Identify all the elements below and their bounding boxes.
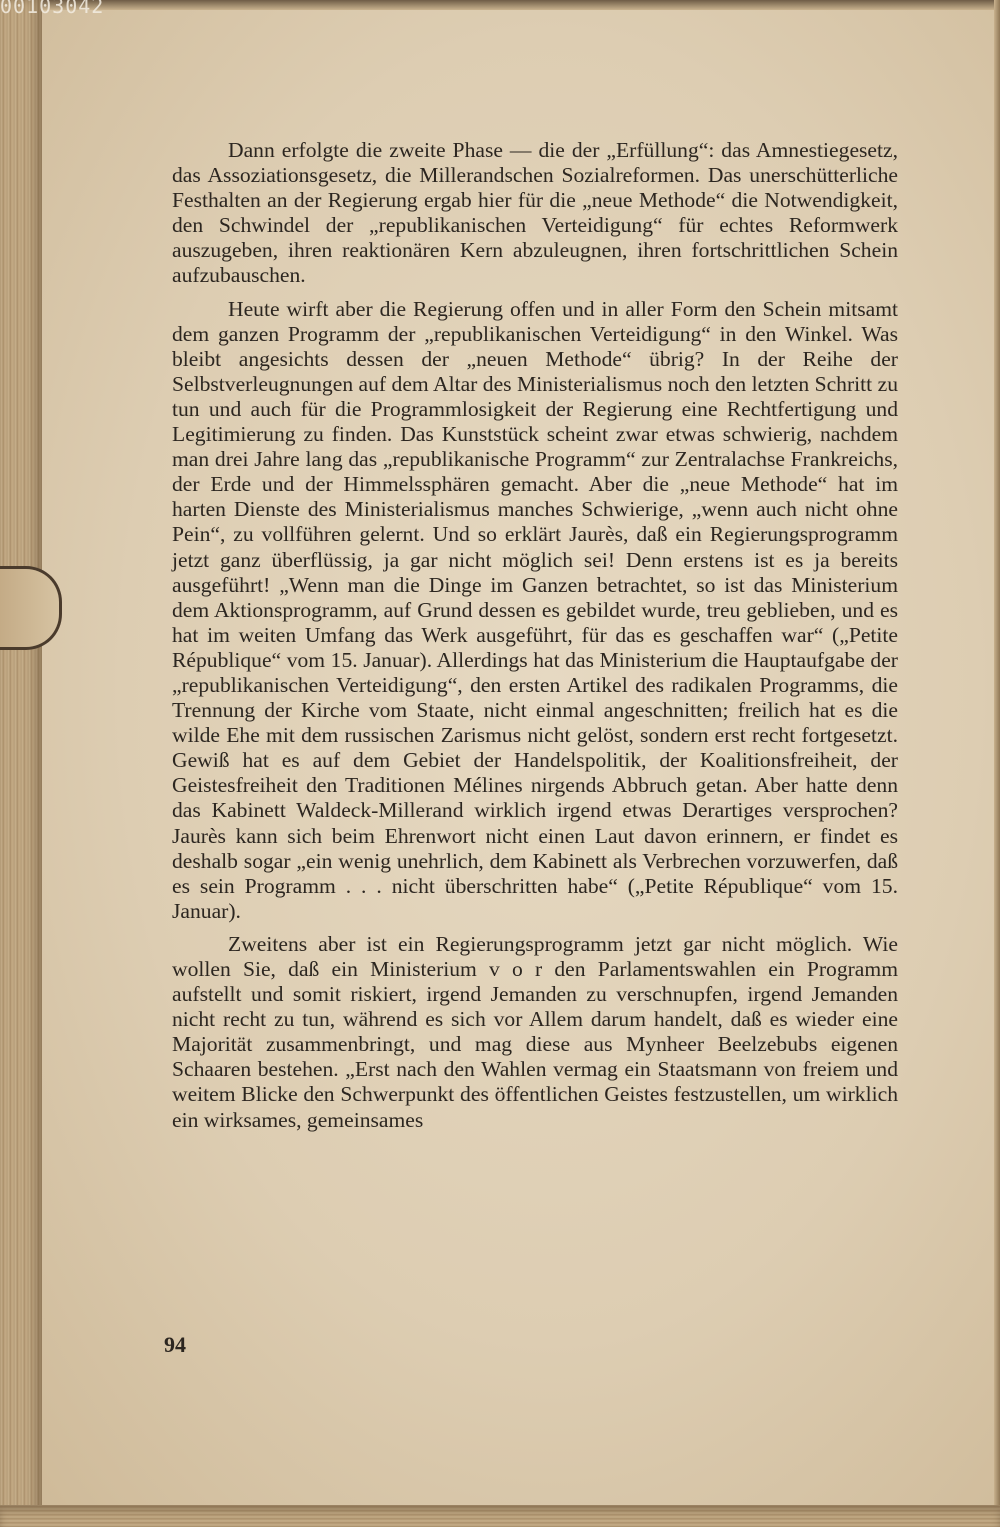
paragraph-3: Zweitens aber ist ein Regierungsprogramm jetzt gar nicht möglich. Wie wollen Sie, daß ein Ministerium v o r den Parlamentswahlen ein Programm aufstellt und somit riskiert, irgend Jemanden zu verschnupfen, irgend Jemanden nicht recht zu tun, während es sich vor Allem darum handelt, daß es wieder eine Majorität zusammenbringt, und mag diese aus Mynheer Beelzebubs eigenen Schaaren bestehen. „Erst nach den Wahlen vermag ein Staatsmann von freiem und weitem Blicke den Schwerpunkt des öffentlichen Geistes festzustellen, um wirklich ein wirksames, gemeinsames	[172, 931, 898, 1132]
page-right-edge	[994, 0, 1000, 1527]
page-number: 94	[164, 1332, 186, 1357]
book-spine-edge	[0, 0, 42, 1527]
paragraph-1: Dann erfolgte die zweite Phase — die der „Erfüllung“: das Amnestiegesetz, das Assoziationsgesetz, die Millerandschen Sozialreformen. Das unerschütterliche Festhalten an der Regierung ergab hier für die „neue Methode“ die Notwendigkeit, den Schwindel der „republikanischen Verteidigung“ für echtes Reformwerk auszugeben, ihren reaktionären Kern abzuleugnen, ihren fortschrittlichen Schein aufzubauschen.	[172, 138, 898, 288]
bookmark-tab	[0, 566, 62, 650]
body-text	[172, 138, 898, 1141]
page-top-edge	[0, 0, 1000, 10]
archive-stamp-number: 00103042	[0, 0, 105, 18]
paragraph-2: Heute wirft aber die Regierung offen und in aller Form den Schein mitsamt dem ganzen Programm der „republikanischen Verteidigung“ in den Winkel. Was bleibt angesichts dessen der „neuen Methode“ übrig? In der Reihe der Selbstverleugnungen auf dem Altar des Ministerialismus noch den letzten Schritt zu tun und auch für die Programmlosigkeit der Regierung eine Rechtfertigung und Legitimierung zu finden. Das Kunststück scheint zwar etwas schwierig, nachdem man drei Jahre lang das „republikanische Programm“ zur Zentralachse Frankreichs, der Erde und der Himmelssphären gemacht. Aber die „neue Methode“ hat im harten Dienste des Ministerialismus manches Schwierige, „wenn auch nicht ohne Pein“, zu vollführen gelernt. Und so erklärt Jaurès, daß ein Regierungsprogramm jetzt ganz überflüssig, ja gar nicht möglich sei! Denn erstens ist es ja bereits ausgeführt! „Wenn man die Dinge im Ganzen betrachtet, so ist das Ministerium dem Aktionsprogramm, auf Grund dessen es gebildet wurde, treu geblieben, und es hat im weiten Umfang das Werk ausgeführt, für das es geschaffen war“ („Petite République“ vom 15. Januar). Allerdings hat das Ministerium die Hauptaufgabe der „republikanischen Verteidigung“, den ersten Artikel des radikalen Programms, die Trennung der Kirche vom Staate, nicht einmal angeschnitten; freilich hat es die wilde Ehe mit dem russischen Zarismus nicht gelöst, sondern erst recht fortgesetzt. Gewiß hat es auf dem Gebiet der Handelspolitik, der Koalitionsfreiheit, der Geistesfreiheit den Traditionen Mélines nirgends Abbruch getan. Aber hatte denn das Kabinett Waldeck-Millerand wirklich irgend etwas Derartiges versprochen? Jaurès kann sich beim Ehrenwort nicht einen Laut davon erinnern, er findet es deshalb sogar „ein wenig unehrlich, dem Kabinett als Verbrechen vorzuwerfen, daß es sein Programm . . . nicht überschritten habe“ („Petite République“ vom 15. Januar).	[172, 296, 898, 923]
page-stack-bottom-edge	[0, 1505, 1000, 1527]
